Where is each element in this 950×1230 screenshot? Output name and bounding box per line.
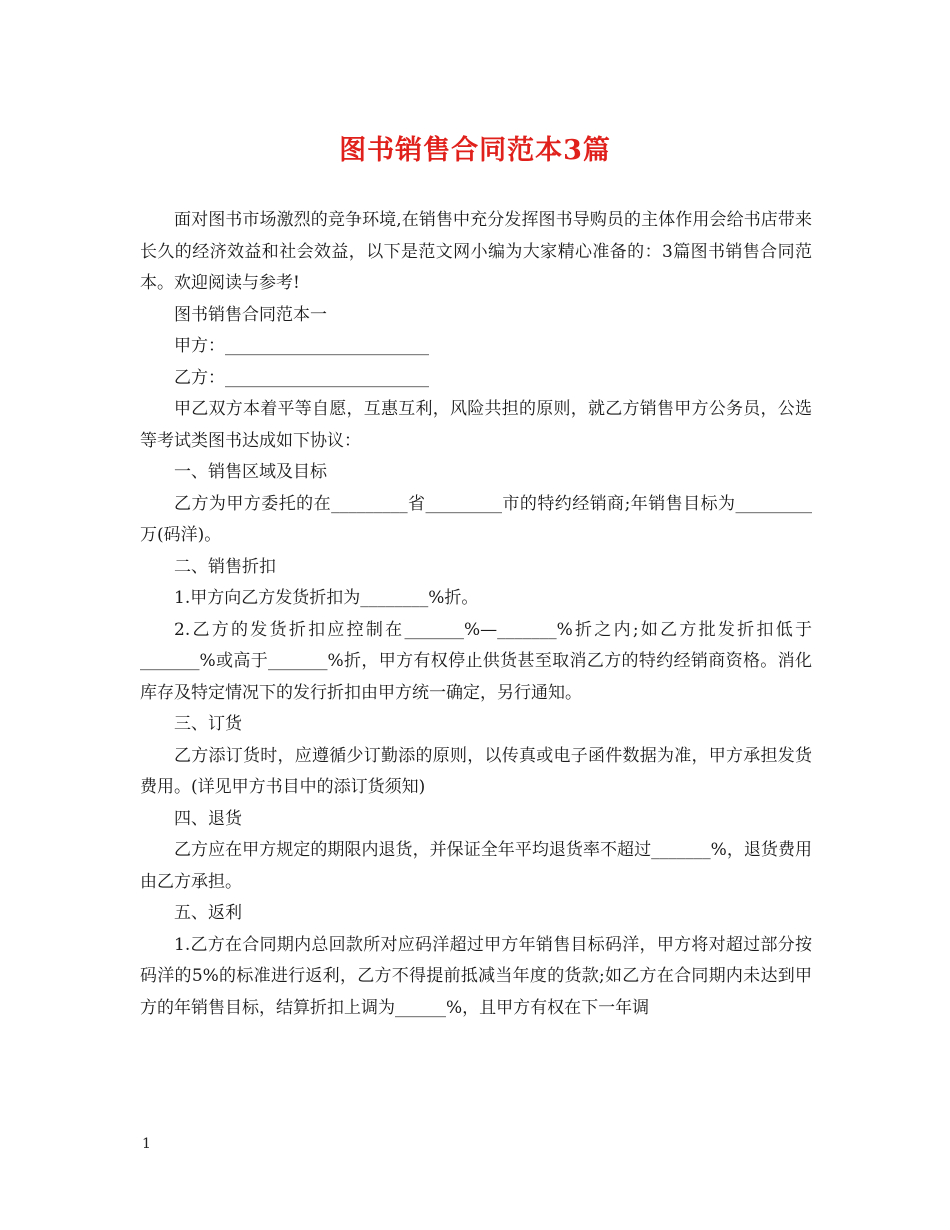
document-title: 图书销售合同范本3篇: [339, 135, 611, 166]
paragraph-order: 乙方添订货时，应遵循少订勤添的原则，以传真或电子函件数据为准，甲方承担发货费用。(详见甲方书目中的添订货须知): [140, 745, 812, 797]
paragraph-rebate-1: 1.乙方在合同期内总回款所对应码洋超过甲方年销售目标码洋，甲方将对超过部分按码洋的5%的标准进行返利，乙方不得提前抵减当年度的货款;如乙方在合同期内未达到甲方的年销售目标，结算折扣上调为______%，且甲方有权在下一年调: [140, 934, 812, 1018]
section-heading-return: 四、退货: [174, 808, 242, 829]
paragraph-party-b: 乙方：________________________: [174, 367, 429, 388]
paragraph-discount-2: 2.乙方的发货折扣应控制在_______%—_______%折之内;如乙方批发折扣低于_______%或高于_______%折，甲方有权停止供货甚至取消乙方的特约经销商资格。消化库存及特定情况下的发行折扣由甲方统一确定，另行通知。: [140, 619, 812, 703]
paragraph-return: 乙方应在甲方规定的期限内退货，并保证全年平均退货率不超过_______%，退货费用由乙方承担。: [140, 840, 812, 892]
section-heading-region: 一、销售区域及目标: [174, 462, 327, 482]
paragraph-contract-heading: 图书销售合同范本一: [174, 304, 327, 325]
paragraph-intro: 面对图书市场激烈的竞争环境,在销售中充分发挥图书导购员的主体作用会给书店带来长久的经济效益和社会效益，以下是范文网小编为大家精心准备的：3篇图书销售合同范本。欢迎阅读与参考!: [140, 210, 812, 293]
page-number: 1: [142, 1136, 151, 1152]
paragraph-region: 乙方为甲方委托的在_________省_________市的特约经销商;年销售目标为_________万(码洋)。: [140, 493, 812, 545]
section-heading-rebate: 五、返利: [174, 903, 242, 923]
section-heading-order: 三、订货: [174, 714, 242, 734]
section-heading-discount: 二、销售折扣: [174, 556, 276, 577]
paragraph-party-a: 甲方：________________________: [174, 336, 429, 356]
paragraph-agreement: 甲乙双方本着平等自愿，互惠互利，风险共担的原则，就乙方销售甲方公务员，公选等考试类图书达成如下协议：: [140, 399, 812, 451]
paragraph-discount-1: 1.甲方向乙方发货折扣为________%折。: [174, 588, 479, 608]
document-body: [140, 205, 812, 1024]
